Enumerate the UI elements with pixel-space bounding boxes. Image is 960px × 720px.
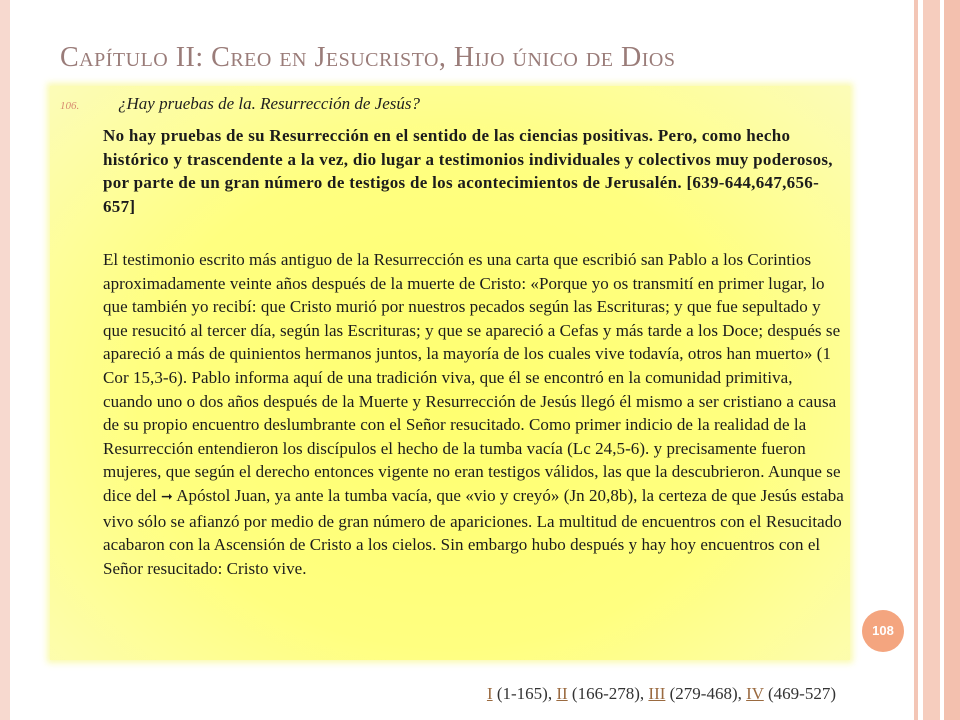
- body-text-part2: Apóstol Juan, ya ante la tumba vacía, que «vio y creyó» (Jn 20,8b), la certeza de que Jesús estaba vivo sólo se afianzó por medio de gran número de apariciones. La multitud de encuentros con el Resucitado acabaron con la Ascensión de Cristo a los cielos. Sin embargo hubo después y hay hoy encuentros con el Señor resucitado: Cristo vive.: [103, 485, 844, 578]
- body-paragraph: [103, 248, 845, 580]
- question-line: [60, 94, 840, 114]
- content-box: [50, 86, 850, 660]
- right-border-decoration: [914, 0, 960, 720]
- footer-nav: [0, 684, 836, 704]
- slide-title: Capítulo II: Creo en Jesucristo, Hijo único de Dios: [60, 42, 676, 73]
- question-number: 106.: [60, 100, 80, 112]
- footer-range-part-4: (469-527): [763, 684, 836, 703]
- footer-range-part-1: (1-165),: [492, 684, 557, 703]
- footer-range-part-3: (279-468),: [665, 684, 747, 703]
- page-number-badge: 108: [862, 610, 904, 652]
- footer-link-part-4[interactable]: IV: [746, 684, 764, 703]
- footer-link-part-3[interactable]: III: [648, 684, 666, 703]
- question-text: ¿Hay pruebas de la. Resurrección de Jesús?: [118, 94, 420, 113]
- arrow-right-icon[interactable]: ➞: [161, 489, 173, 505]
- footer-range-part-2: (166-278),: [567, 684, 649, 703]
- body-text-part1: El testimonio escrito más antiguo de la Resurrección es una carta que escribió san Pablo a los Corintios aproximadamente veinte años después de la muerte de Cristo: «Porque yo os transmití en primer lugar, lo que también yo recibí: que Cristo murió por nuestros pecados según las Escrituras; y que fue sepultado y que resucitó al tercer día, según las Escrituras; y que se apareció a Cefas y más tarde a los Doce; después se apareció a más de quinientos hermanos juntos, la mayoría de los cuales vive todavía, otros han muerto» (1 Cor 15,3-6). Pablo informa aquí de una tradición viva, que él se encontró en la comunidad primitiva, cuando uno o dos años después de la Muerte y Resurrección de Jesús llegó él mismo a ser cristiano a causa de su propio encuentro deslumbrante con el Señor resucitado. Como primer indicio de la realidad de la Resurrección entendieron los discípulos el hecho de la tumba vacía (Lc 24,5-6). y precisamente fueron mujeres, que según el derecho entonces vigente no eran testigos válidos, las que la descubrieron. Aunque se dice del: [103, 250, 841, 505]
- left-border-decoration: [0, 0, 14, 720]
- footer-link-part-2[interactable]: II: [556, 684, 568, 703]
- answer-text: No hay pruebas de su Resurrección en el sentido de las ciencias positivas. Pero, como hecho histórico y trascendente a la vez, dio lugar a testimonios individuales y colectivos muy poderosos, por parte de un gran número de testigos de los acontecimientos de Jerusalén. [639-644,647,656-657]: [103, 126, 833, 216]
- footer-link-part-1[interactable]: I: [486, 684, 493, 703]
